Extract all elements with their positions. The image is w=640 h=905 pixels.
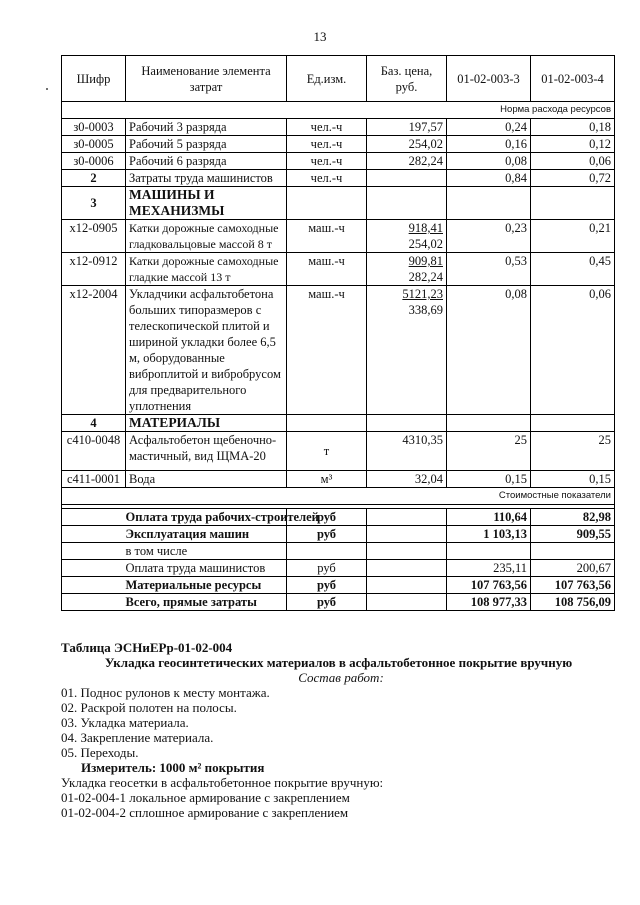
row-value-3: 0,15 <box>447 471 531 488</box>
row-unit: т <box>287 432 367 471</box>
cost-unit: руб <box>287 560 367 577</box>
empty-cell <box>531 187 615 220</box>
header-name: Наименование элемента затрат <box>126 56 287 102</box>
row-code: з0-0005 <box>62 136 126 153</box>
cost-unit: руб <box>287 594 367 611</box>
row-unit: чел.-ч <box>287 119 367 136</box>
price-sub: 338,69 <box>408 303 443 317</box>
row-value-3: 0,08 <box>447 286 531 415</box>
cost-name: Оплата труда рабочих-строителей <box>125 510 319 524</box>
row-code: с410-0048 <box>62 432 126 471</box>
cost-label: Стоимостные показатели <box>62 488 615 505</box>
row-price: 282,24 <box>367 153 447 170</box>
row-name: Вода <box>126 471 287 488</box>
table-row <box>62 286 615 415</box>
row-value-4: 0,21 <box>531 220 615 253</box>
cost-row <box>62 594 615 611</box>
norm-label-row <box>62 102 615 119</box>
empty-cell <box>447 415 531 432</box>
cost-value-3: 110,64 <box>447 509 531 526</box>
row-name: Затраты труда машинистов <box>126 170 287 187</box>
cost-unit <box>287 543 367 560</box>
cost-value-4: 108 756,09 <box>531 594 615 611</box>
row-name: Катки дорожные самоходные гладкие массой 13 т <box>126 253 287 286</box>
row-name: Рабочий 5 разряда <box>126 136 287 153</box>
scan-speck <box>46 88 48 90</box>
row-code: х12-0905 <box>62 220 126 253</box>
cost-name: Оплата труда машинистов <box>126 560 287 577</box>
section-code: 4 <box>62 415 126 432</box>
table-row <box>62 119 615 136</box>
description-line: 01-02-004-2 сплошное армирование с закреплением <box>61 805 349 820</box>
cost-name: Эксплуатация машин <box>126 526 287 543</box>
row-value-4: 0,12 <box>531 136 615 153</box>
cost-unit: руб <box>287 577 367 594</box>
row-value-4: 0,06 <box>531 286 615 415</box>
cost-value-3 <box>447 543 531 560</box>
row-value-3: 25 <box>447 432 531 471</box>
empty-cell <box>287 187 367 220</box>
cost-spacer <box>62 560 126 577</box>
works-heading: Состав работ: <box>298 670 384 685</box>
empty-cell <box>367 543 447 560</box>
row-value-3: 0,23 <box>447 220 531 253</box>
row-price: 4310,35 <box>367 432 447 471</box>
description-line: Укладка геосетки в асфальтобетонное покрытие вручную: <box>61 775 384 790</box>
table-subtitle: Укладка геосинтетических материалов в асфальтобетонное покрытие вручную <box>104 655 573 670</box>
row-price <box>367 253 447 286</box>
row-code: х12-0912 <box>62 253 126 286</box>
row-price <box>367 170 447 187</box>
row-value-4: 25 <box>531 432 615 471</box>
row-name: Рабочий 3 разряда <box>126 119 287 136</box>
row-name: Асфальтобетон щебеночно-мастичный, вид ЩМА-20 <box>126 432 287 471</box>
row-unit: чел.-ч <box>287 136 367 153</box>
cost-value-3: 107 763,56 <box>447 577 531 594</box>
cost-value-4: 200,67 <box>531 560 615 577</box>
section-code: 3 <box>62 187 126 220</box>
table-row <box>62 253 615 286</box>
row-code: с411-0001 <box>62 471 126 488</box>
cost-unit: руб <box>287 509 367 526</box>
header-col-3: 01-02-003-3 <box>447 56 531 102</box>
row-value-4: 0,18 <box>531 119 615 136</box>
empty-cell <box>531 415 615 432</box>
empty-cell <box>367 594 447 611</box>
row-value-4: 0,06 <box>531 153 615 170</box>
price-main: 909,81 <box>408 254 443 268</box>
cost-row <box>62 543 615 560</box>
empty-cell <box>367 560 447 577</box>
empty-cell <box>287 415 367 432</box>
cost-value-4 <box>531 543 615 560</box>
cost-value-3: 1 103,13 <box>447 526 531 543</box>
row-value-3: 0,08 <box>447 153 531 170</box>
empty-cell <box>367 415 447 432</box>
row-name: Укладчики асфальтобетона больших типоразмеров с телескопической плитой и шириной укладки более 6,5 м, оборудованные виброплитой и вибробрусом для предварительного уплотнения <box>126 286 287 415</box>
header-code: Шифр <box>62 56 126 102</box>
cost-value-4: 107 763,56 <box>531 577 615 594</box>
table-row <box>62 136 615 153</box>
table-row <box>62 471 615 488</box>
cost-spacer <box>62 526 126 543</box>
row-code: з0-0006 <box>62 153 126 170</box>
cost-name: Материальные ресурсы <box>126 577 287 594</box>
row-unit: м³ <box>287 471 367 488</box>
machines-section-row <box>62 187 615 220</box>
measurement-unit: Измеритель: 1000 м² покрытия <box>81 760 265 775</box>
section-title: МАШИНЫ И МЕХАНИЗМЫ <box>126 187 287 220</box>
work-item: 02. Раскрой полотен на полосы. <box>61 700 237 715</box>
row-unit: маш.-ч <box>287 220 367 253</box>
header-unit: Ед.изм. <box>287 56 367 102</box>
row-price: 197,57 <box>367 119 447 136</box>
description-line: 01-02-004-1 локальное армирование с закреплением <box>61 790 350 805</box>
row-name: Катки дорожные самоходные гладковальцовые массой 8 т <box>126 220 287 253</box>
cost-value-3: 108 977,33 <box>447 594 531 611</box>
price-sub: 282,24 <box>408 270 443 284</box>
row-value-3: 0,84 <box>447 170 531 187</box>
price-main: 5121,23 <box>402 287 443 301</box>
row-value-3: 0,53 <box>447 253 531 286</box>
price-sub: 254,02 <box>408 237 443 251</box>
work-item: 05. Переходы. <box>61 745 139 760</box>
row-value-4: 0,45 <box>531 253 615 286</box>
cost-spacer <box>62 594 126 611</box>
cost-name: Всего, прямые затраты <box>126 594 287 611</box>
row-price <box>367 220 447 253</box>
materials-section-row <box>62 415 615 432</box>
table-row <box>62 220 615 253</box>
row-price: 32,04 <box>367 471 447 488</box>
row-unit: чел.-ч <box>287 170 367 187</box>
row-price <box>367 286 447 415</box>
table-row <box>62 153 615 170</box>
header-price: Баз. цена, руб. <box>367 56 447 102</box>
table-title: Таблица ЭСНиЕРр-01-02-004 <box>61 640 233 655</box>
row-value-4: 0,15 <box>531 471 615 488</box>
empty-cell <box>367 577 447 594</box>
row-value-4: 0,72 <box>531 170 615 187</box>
row-code: 2 <box>62 170 126 187</box>
page-number: 13 <box>313 29 327 44</box>
row-price: 254,02 <box>367 136 447 153</box>
empty-cell <box>367 187 447 220</box>
cost-value-4: 909,55 <box>531 526 615 543</box>
cost-spacer <box>62 509 126 526</box>
price-main: 918,41 <box>408 221 443 235</box>
table-header-row <box>62 56 615 102</box>
cost-unit: руб <box>287 526 367 543</box>
work-item: 04. Закрепление материала. <box>61 730 214 745</box>
cost-value-4: 82,98 <box>531 509 615 526</box>
row-code: з0-0003 <box>62 119 126 136</box>
cost-spacer <box>62 577 126 594</box>
resource-table <box>61 55 615 611</box>
row-unit: маш.-ч <box>287 286 367 415</box>
empty-cell <box>447 187 531 220</box>
cost-spacer <box>62 543 126 560</box>
row-name: Рабочий 6 разряда <box>126 153 287 170</box>
empty-cell <box>367 526 447 543</box>
header-col-4: 01-02-003-4 <box>531 56 615 102</box>
empty-cell <box>367 509 447 526</box>
row-unit: чел.-ч <box>287 153 367 170</box>
cost-name: в том числе <box>126 543 287 560</box>
row-value-3: 0,16 <box>447 136 531 153</box>
norm-label: Норма расхода ресурсов <box>62 102 615 119</box>
cost-row <box>62 560 615 577</box>
cost-value-3: 235,11 <box>447 560 531 577</box>
machinist-labor-row <box>62 170 615 187</box>
work-item: 03. Укладка материала. <box>61 715 189 730</box>
table-description <box>61 640 621 820</box>
row-value-3: 0,24 <box>447 119 531 136</box>
row-unit: маш.-ч <box>287 253 367 286</box>
cost-row <box>62 577 615 594</box>
row-code: х12-2004 <box>62 286 126 415</box>
cost-row <box>62 526 615 543</box>
work-item: 01. Поднос рулонов к месту монтажа. <box>61 685 270 700</box>
cost-row <box>62 509 615 526</box>
cost-label-row <box>62 488 615 505</box>
table-row <box>62 432 615 471</box>
section-title: МАТЕРИАЛЫ <box>126 415 287 432</box>
